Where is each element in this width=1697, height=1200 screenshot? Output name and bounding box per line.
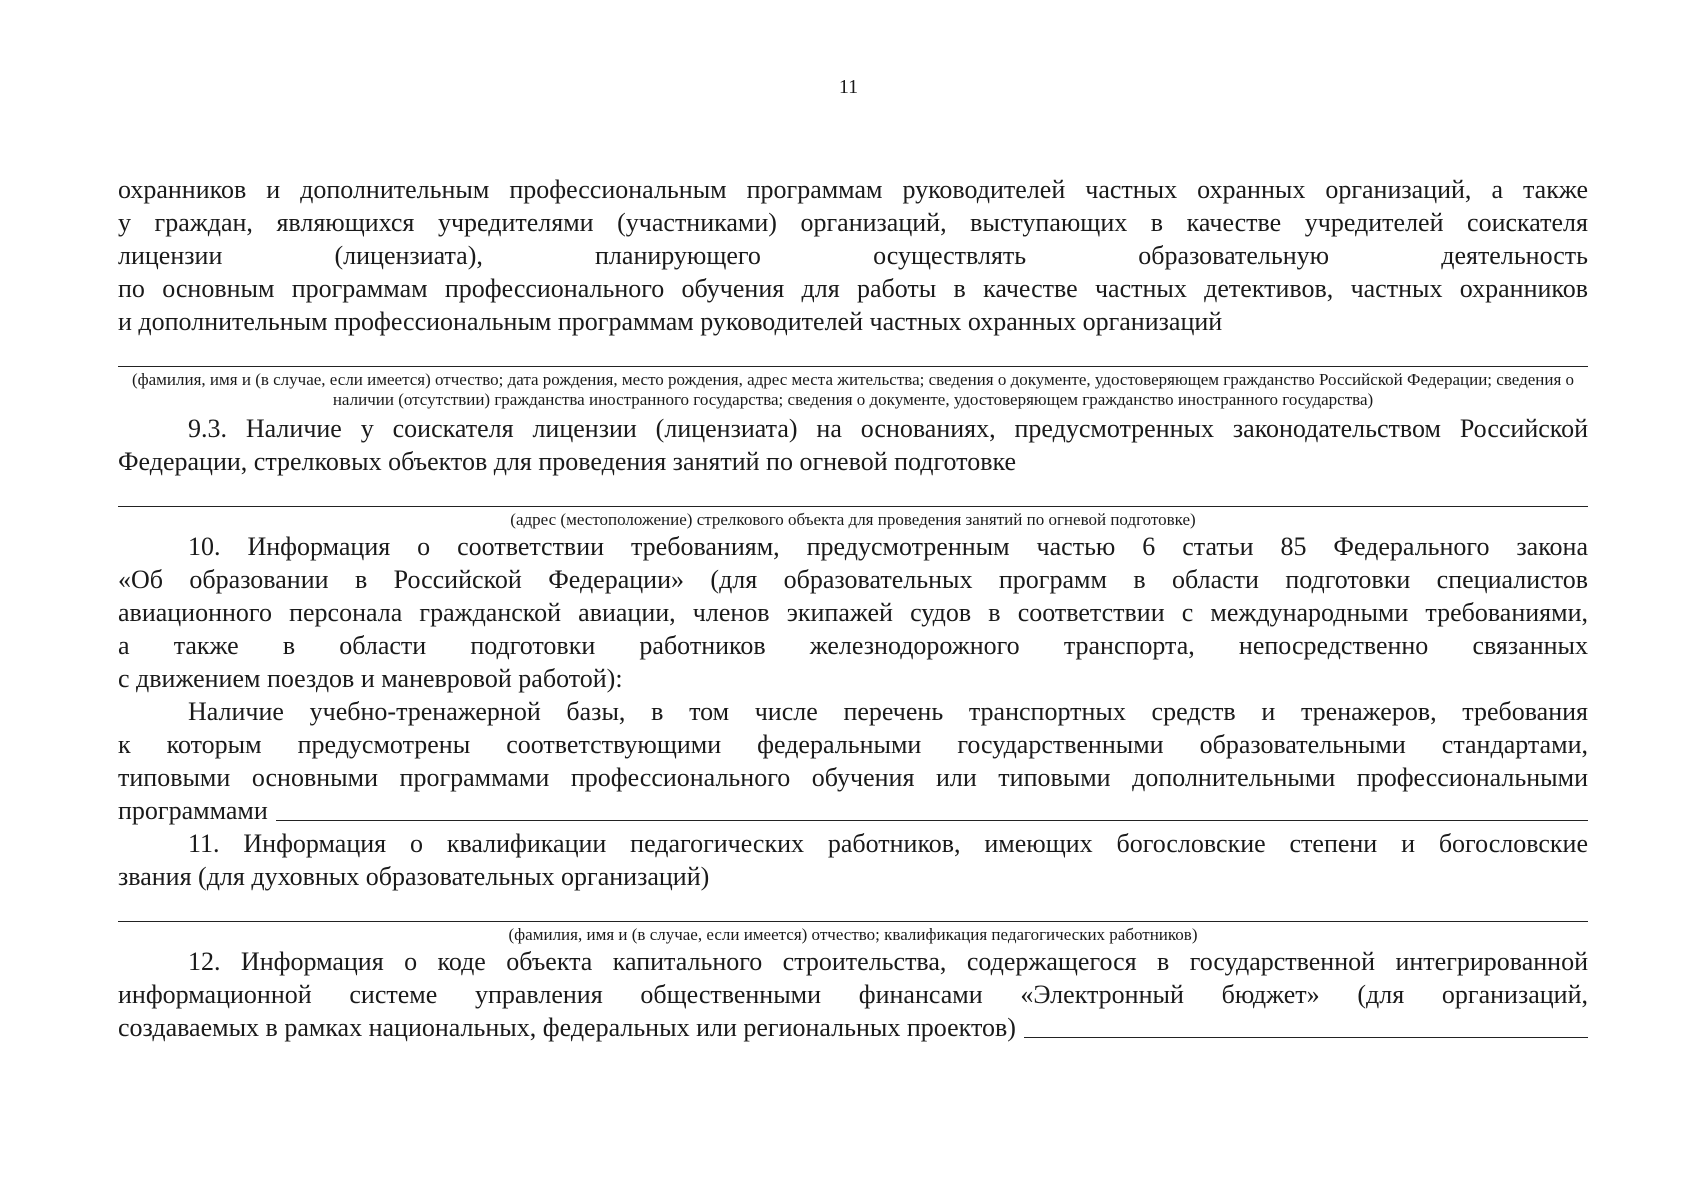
paragraph-9-3 bbox=[118, 412, 1588, 478]
field-caption: (фамилия, имя и (в случае, если имеется) отчество; квалификация педагогических работников) bbox=[508, 925, 1198, 944]
text-line: звания (для духовных образовательных организаций) bbox=[118, 862, 710, 891]
text-line: 12. Информация о коде объекта капитального строительства, содержащегося в государственной интегрированной bbox=[188, 947, 1588, 976]
paragraph-11 bbox=[118, 827, 1588, 893]
text-line: у граждан, являющихся учредителями (участниками) организаций, выступающих в качестве учредителей соискателя bbox=[118, 208, 1588, 237]
fill-in-line[interactable] bbox=[276, 820, 1588, 821]
fill-row-code bbox=[118, 1011, 1588, 1044]
text-line: по основным программам профессионального обучения для работы в качестве частных детективов, частных охранников bbox=[118, 274, 1588, 303]
field-caption: (фамилия, имя и (в случае, если имеется) отчество; дата рождения, место рождения, адрес места жительства; сведения о документе, удостоверяющем гражданство Российской Федерации; сведения о наличии (отсутствии) гражданства иностранного государства; сведения о документе, удостоверяющем гражданство иностранного государства) bbox=[131, 370, 1575, 409]
paragraph-10-sub bbox=[118, 695, 1588, 794]
fill-in-line[interactable] bbox=[118, 506, 1588, 507]
text-line: охранников и дополнительным профессиональным программам руководителей частных охранных организаций, а также bbox=[118, 175, 1588, 204]
page-number: 11 bbox=[838, 76, 859, 98]
text-line: 11. Информация о квалификации педагогических работников, имеющих богословские степени и богословские bbox=[188, 829, 1588, 858]
text-line: 10. Информация о соответствии требованиям, предусмотренным частью 6 статьи 85 Федерального закона bbox=[188, 532, 1588, 561]
text-line: с движением поездов и маневровой работой): bbox=[118, 664, 623, 693]
text-line: и дополнительным профессиональным программам руководителей частных охранных организаций bbox=[118, 307, 1223, 336]
text-line: «Об образовании в Российской Федерации» (для образовательных программ в области подготовки специалистов bbox=[118, 565, 1588, 594]
text-line: 9.3. Наличие у соискателя лицензии (лицензиата) на основаниях, предусмотренных законодательством Российской bbox=[188, 414, 1588, 443]
text-line: а также в области подготовки работников железнодорожного транспорта, непосредственно связанных bbox=[118, 631, 1588, 660]
text-line: к которым предусмотрены соответствующими федеральными государственными образовательными стандартами, bbox=[118, 730, 1588, 759]
field-caption: (адрес (местоположение) стрелкового объекта для проведения занятий по огневой подготовке) bbox=[510, 510, 1196, 529]
text-line: информационной системе управления общественными финансами «Электронный бюджет» (для организаций, bbox=[118, 980, 1588, 1009]
fill-in-line[interactable] bbox=[1024, 1037, 1588, 1038]
fill-label: создаваемых в рамках национальных, федеральных или региональных проектов) bbox=[118, 1013, 1016, 1042]
text-line: лицензии (лицензиата), планирующего осуществлять образовательную деятельность bbox=[118, 241, 1588, 270]
paragraph-intro bbox=[118, 173, 1588, 338]
text-line: типовыми основными программами профессионального обучения или типовыми дополнительными профессиональными bbox=[118, 763, 1588, 792]
text-line: авиационного персонала гражданской авиации, членов экипажей судов в соответствии с международными требованиями, bbox=[118, 598, 1588, 627]
fill-in-line[interactable] bbox=[118, 366, 1588, 367]
fill-row-programs bbox=[118, 794, 1588, 827]
fill-label: программами bbox=[118, 796, 268, 825]
paragraph-12 bbox=[118, 945, 1588, 1011]
paragraph-10 bbox=[118, 530, 1588, 695]
document-body bbox=[118, 173, 1588, 1044]
fill-in-line[interactable] bbox=[118, 921, 1588, 922]
text-line: Федерации, стрелковых объектов для проведения занятий по огневой подготовке bbox=[118, 447, 1016, 476]
text-line: Наличие учебно-тренажерной базы, в том числе перечень транспортных средств и тренажеров, требования bbox=[188, 697, 1588, 726]
